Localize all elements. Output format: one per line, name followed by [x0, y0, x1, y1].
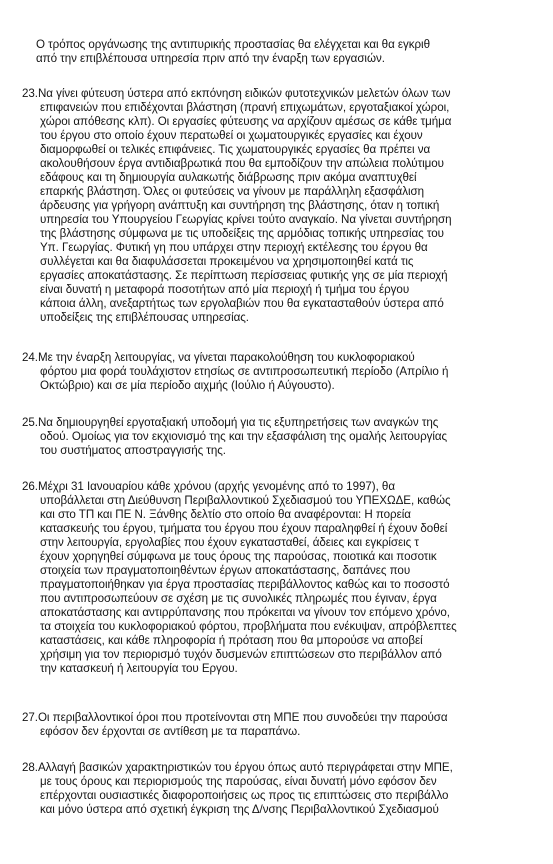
item-text-line: την κατασκευή ή λειτουργία του Εργου.	[40, 662, 238, 675]
intro-line: από την επιβλέπουσα υπηρεσία πριν από την έναρξη των εργασιών.	[36, 52, 385, 65]
item-text-line: στην λειτουργία, εργολαβίες που έχουν εγκατασταθεί, άδειες και εγκρίσεις τ	[40, 536, 419, 549]
item-27-first-line	[22, 711, 448, 725]
item-text-line: εργασίες αποκατάστασης. Σε περίπτωση περίσσειας φυτικής γης σε μία περιοχή	[40, 269, 448, 282]
item-text-line: υποδείξεις της επιβλέπουσας υπηρεσίας.	[40, 311, 249, 324]
item-number: 27.	[22, 711, 38, 724]
item-24-first-line	[22, 351, 415, 365]
item-text-line: Οκτώβριο) και σε μία περίοδο αιχμής (Ιούλιο ή Αύγουστο).	[40, 379, 335, 392]
item-number: 25.	[22, 416, 38, 429]
item-28-first-line	[22, 761, 453, 775]
item-text-line: πραγματοποιήθηκαν για έργα προστασίας περιβάλλοντος καθώς και το ποσοστό	[40, 578, 450, 591]
item-text-line: άρδευσης για γρήγορη ανάπτυξη και συντήρηση της βλάστησης, όταν η τοπική	[40, 199, 440, 212]
item-text-line: οδού. Ομοίως για τον εκχιονισμό της και την εξασφάλιση της ομαλής λειτουργίας	[40, 430, 448, 443]
item-25-first-line	[22, 416, 438, 430]
item-text-line: Οι περιβαλλοντικοί όροι που προτείνονται στη ΜΠΕ που συνοδεύει την παρούσα	[37, 711, 448, 724]
item-text-line: εδάφους και τη δημιουργία αυλακωτής διάβρωσης πριν ακόμα αναπτυχθεί	[40, 171, 417, 184]
item-text-line: αποκατάστασης και αντιρρύπανσης που πρόκειται να γίνουν τον επόμενο χρόνο,	[40, 606, 450, 619]
item-text-line: φόρτου μια φορά τουλάχιστον ετησίως σε αντιπροσωπευτική περίοδο (Απρίλιο ή	[40, 365, 449, 378]
item-text-line: Να γίνει φύτευση ύστερα από εκπόνηση ειδικών φυτοτεχνικών μελετών όλων των	[37, 87, 451, 100]
item-text-line: κάποια άλλη, ανεξαρτήτως των εργολαβιών που θα εγκατασταθούν ύστερα από	[40, 297, 444, 310]
item-text-line: χώροι απόθεσης κλπ). Οι εργασίες φύτευσης να αρχίζουν αμέσως σε κάθε τμήμα	[40, 115, 452, 128]
item-text-line: επαρκής βλάστηση. Όλες οι φυτεύσεις να γίνουν με παράλληλη εξασφάλιση	[40, 185, 424, 198]
item-text-line: εφόσον δεν έρχονται σε αντίθεση με τα παραπάνω.	[40, 725, 301, 738]
item-number: 28.	[22, 761, 38, 774]
item-text-line: Να δημιουργηθεί εργοταξιακή υποδομή για τις εξυπηρετήσεις των αναγκών της	[37, 416, 439, 429]
item-text-line: με τους όρους και περιορισμούς της παρούσας, είναι δυνατή μόνο εφόσον δεν	[40, 775, 437, 788]
item-number: 26.	[22, 480, 38, 493]
item-text-line: Μέχρι 31 Ιανουαρίου κάθε χρόνου (αρχής γενομένης από το 1997), θα	[37, 480, 395, 493]
item-text-line: υποβάλλεται στη Διεύθυνση Περιβαλλοντικού Σχεδιασμού του ΥΠΕΧΩΔΕ, καθώς	[40, 494, 451, 507]
item-text-line: επιφανειών που επιδέχονται βλάστηση (πρανή επιχωμάτων, εργοταξιακοί χώροι,	[40, 101, 450, 114]
item-text-line: τα στοιχεία του κυκλοφοριακού φόρτου, προβλήματα που ενέκυψαν, απρόβλεπτες	[40, 620, 457, 633]
item-text-line: κατασκευής του έργου, τμήματα του έργου που έχουν παραληφθεί ή έχουν δοθεί	[40, 522, 448, 535]
item-text-line: Με την έναρξη λειτουργίας, να γίνεται παρακολούθηση του κυκλοφοριακού	[37, 351, 415, 364]
item-text-line: Υπ. Γεωργίας. Φυτική γη που υπάρχει στην περιοχή εκτέλεσης του έργου θα	[40, 241, 428, 254]
item-text-line: υπηρεσία του Υπουργείου Γεωργίας κρίνει τούτο αναγκαίο. Να γίνεται συντήρηση	[40, 213, 452, 226]
item-text-line: στοιχεία των πραγματοποιηθέντων έργων αποκατάστασης, δαπάνες που	[40, 564, 411, 577]
item-text-line: που αντιπροσωπεύουν σε σχέση με τις συνολικές πληρωμές που έγιναν, έργα	[40, 592, 437, 605]
item-text-line: ακολουθήσουν έργα αντιδιαβρωτικά που θα εμποδίζουν την απώλεια πολύτιμου	[40, 157, 444, 170]
item-23-first-line	[22, 87, 451, 101]
item-text-line: Αλλαγή βασικών χαρακτηριστικών του έργου όπως αυτό περιγράφεται στην ΜΠΕ,	[37, 761, 453, 774]
intro-line: Ο τρόπος οργάνωσης της αντιπυρικής προστασίας θα ελέγχεται και θα εγκριθ	[36, 38, 430, 51]
item-number: 24.	[22, 351, 38, 364]
item-text-line: της βλάστησης σύμφωνα με τις υποδείξεις της αρμόδιας τοπικής υπηρεσίας του	[40, 227, 444, 240]
item-text-line: του συστήματος αποστραγγισής της.	[40, 444, 226, 457]
item-text-line: έχουν χορηγηθεί σύμφωνα με τους όρους της παρούσας, ποιοτικά και ποσοτικ	[40, 550, 437, 563]
item-number: 23.	[22, 87, 38, 100]
item-text-line: συλλέγεται και θα διαφυλάσσεται προκειμένου να χρησιμοποιηθεί κατά τις	[40, 255, 414, 268]
item-text-line: και μόνο ύστερα από σχετική έγκριση της Δ/νσης Περιβαλλοντικού Σχεδιασμού	[40, 803, 439, 816]
item-text-line: χρήσιμη για τον περιορισμό τυχόν δυσμενών επιπτώσεων στο περιβάλλον από	[40, 648, 442, 661]
item-text-line: καταστάσεις, και κάθε πληροφορία ή πρόταση που θα μπορούσε να αποβεί	[40, 634, 423, 647]
item-text-line: και στο ΤΠ και ΠΕ Ν. Ξάνθης δελτίο στο οποίο θα αναφέρονται: Η πορεία	[40, 508, 411, 521]
item-text-line: είναι δυνατή η μεταφορά ποσοτήτων από μία περιοχή ή τμήμα του έργου	[40, 283, 410, 296]
item-text-line: διαμορφωθεί οι τελικές επιφάνειες. Τις χωματουργικές εργασίες θα πρέπει να	[40, 143, 431, 156]
item-26-first-line	[22, 480, 395, 494]
item-text-line: του έργου στο οποίο έχουν περατωθεί οι χωματουργικές εργασίες και έχουν	[40, 129, 423, 142]
item-text-line: επέρχονται ουσιαστικές διαφοροποιήσεις ως προς τις επιπτώσεις στο περιβάλλο	[40, 789, 449, 802]
